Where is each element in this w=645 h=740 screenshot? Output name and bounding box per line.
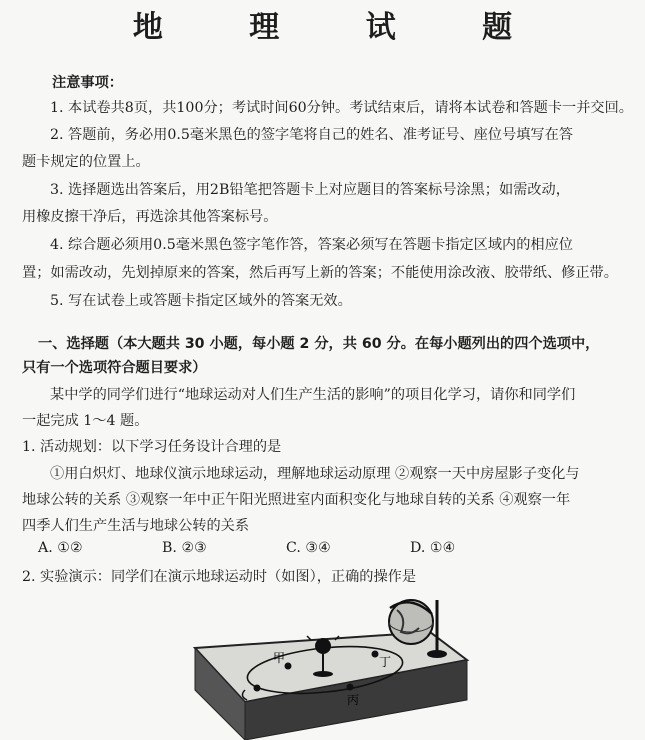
notice-item-5: 5. 写在试卷上或答题卡指定区域外的答案无效。: [50, 293, 352, 309]
notice-item-4b: 置；如需改动，先划掉原来的答案，然后再写上新的答案；不能使用涂改液、胶带纸、修正带。: [22, 265, 618, 281]
q1-stem: 1. 活动规划：以下学习任务设计合理的是: [22, 439, 282, 455]
q2-stem: 2. 实验演示：同学们在演示地球运动时（如图），正确的操作是: [22, 569, 417, 585]
notice-item-3b: 用橡皮擦干净后，再选涂其他答案标号。: [22, 209, 278, 225]
page-title: 地 理 试 题: [132, 10, 551, 45]
q1-option-b: B. ②③: [162, 540, 207, 556]
q1-body-c: 四季人们生产生活与地球公转的关系: [22, 518, 250, 534]
label-ding: 丁: [379, 655, 392, 669]
q1-option-c: C. ③④: [286, 540, 331, 556]
notice-item-2b: 题卡规定的位置上。: [22, 154, 150, 170]
orbit-point-bing: [347, 684, 354, 691]
earth-orbit-figure: [175, 590, 475, 740]
notice-item-1: 1. 本试卷共8页，共100分；考试时间60分钟。考试结束后，请将本试卷和答题卡一并交回。: [50, 100, 633, 116]
q1-body-a: ①用白炽灯、地球仪演示地球运动，理解地球运动原理 ②观察一天中房屋影子变化与: [50, 466, 580, 482]
label-bing: 丙: [347, 693, 360, 707]
q1-option-d: D. ①④: [410, 540, 456, 556]
section-intro-a: 某中学的同学们进行“地球运动对人们生产生活的影响”的项目化学习，请你和同学们: [50, 387, 576, 403]
orbit-point-jia: [285, 663, 292, 670]
notice-item-2a: 2. 答题前，务必用0.5毫米黑色的签字笔将自己的姓名、准考证号、座位号填写在答: [50, 127, 573, 143]
notice-item-3a: 3. 选择题选出答案后，用2B铅笔把答题卡上对应题目的答案标号涂黑；如需改动，: [50, 182, 570, 198]
orbit-point-ding: [372, 651, 379, 658]
orbit-point-yi: [254, 685, 261, 692]
section-intro-b: 一起完成 1～4 题。: [22, 413, 149, 429]
section-heading-a: 一、选择题（本大题共 30 小题，每小题 2 分，共 60 分。在每小题列出的四个选项中，: [38, 336, 600, 352]
section-heading-b: 只有一个选项符合题目要求）: [22, 360, 207, 376]
label-jia: 甲: [273, 651, 286, 665]
q1-body-b: 地球公转的关系 ③观察一年中正午阳光照进室内面积变化与地球自转的关系 ④观察一年: [22, 492, 571, 508]
notice-item-4a: 4. 综合题必须用0.5毫米黑色签字笔作答，答案必须写在答题卡指定区域内的相应位: [50, 237, 573, 253]
q1-option-a: A. ①②: [38, 540, 83, 556]
notice-heading: 注意事项：: [52, 75, 123, 91]
